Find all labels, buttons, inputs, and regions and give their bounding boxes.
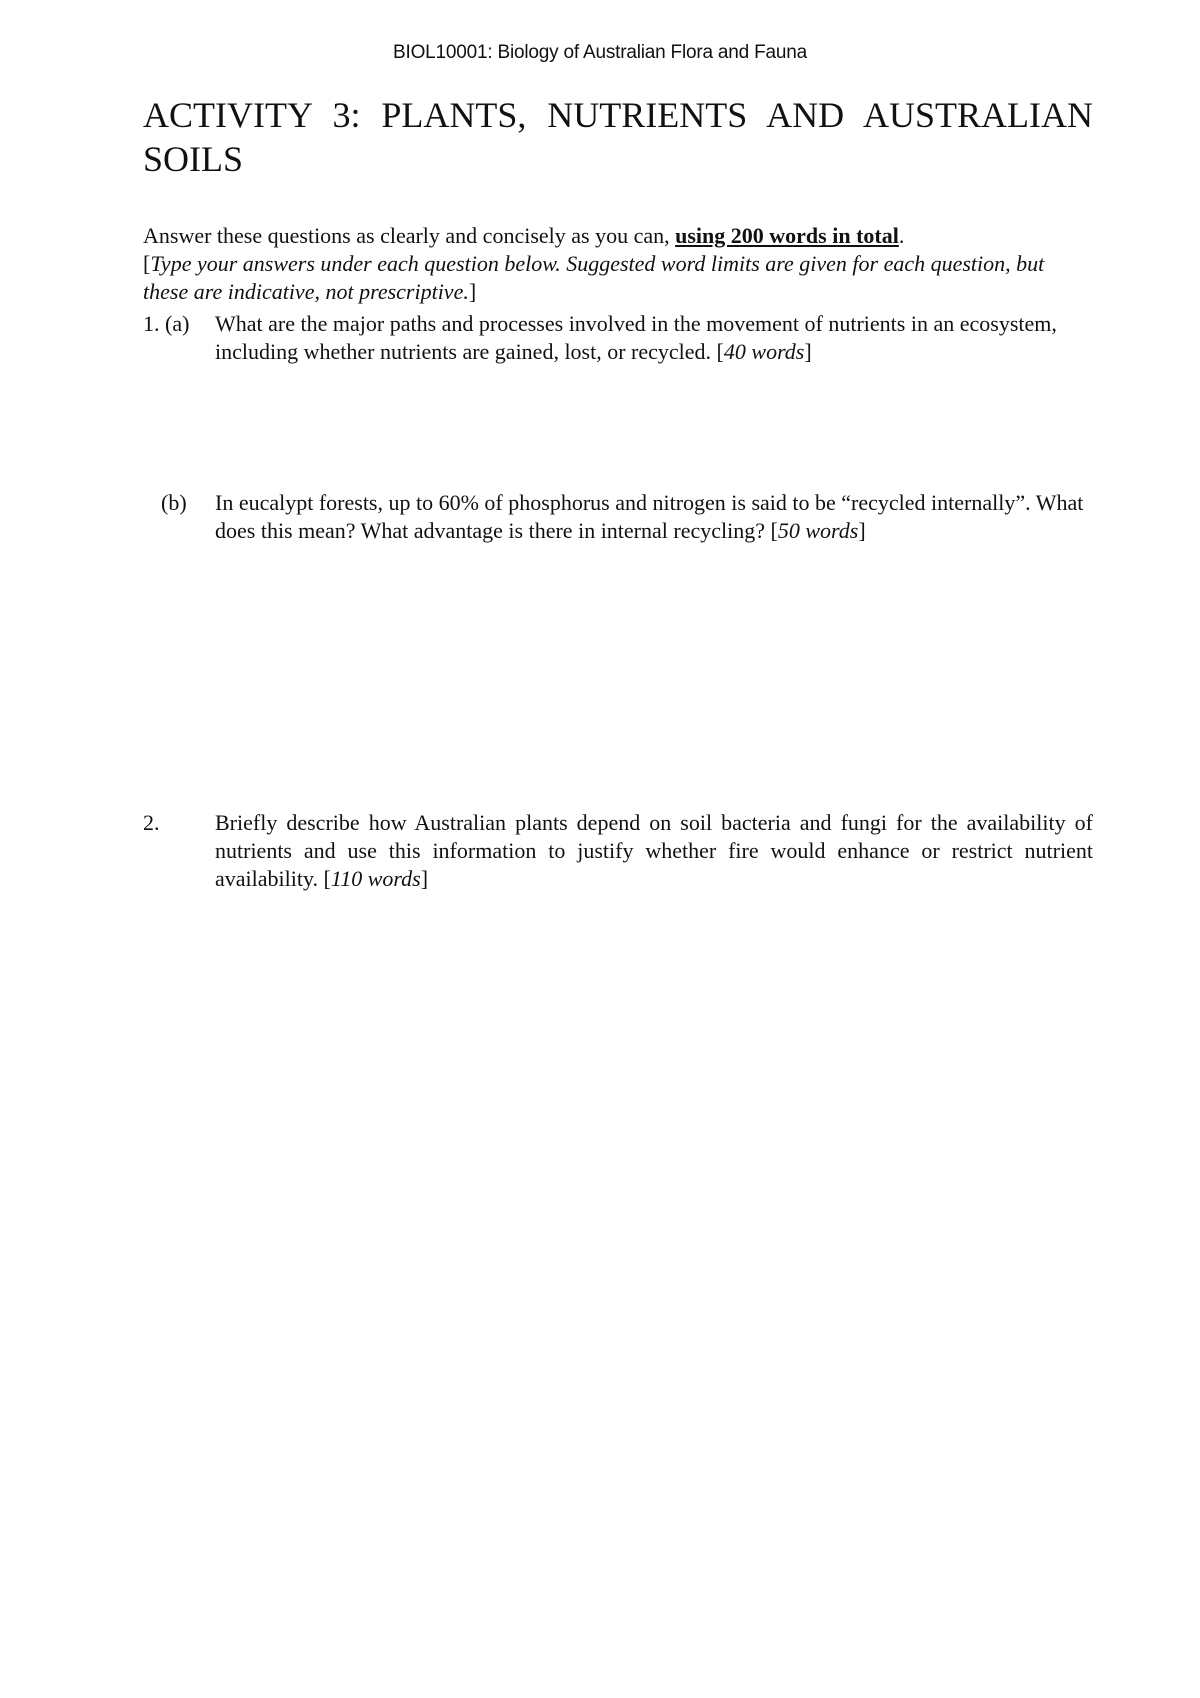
close-bracket: ] bbox=[858, 518, 866, 543]
question-number: 1. (a) bbox=[143, 311, 190, 336]
note-open-bracket: [ bbox=[143, 251, 151, 276]
note-close-bracket: ] bbox=[468, 279, 477, 304]
question-number: 2. bbox=[143, 810, 160, 835]
page-title-line-2: SOILS bbox=[143, 138, 244, 179]
word-total-emphasis: using 200 words in total bbox=[675, 223, 899, 248]
question-body: What are the major paths and processes involved in the movement of nutrients in an ecosystem, including whether nutrients are gained, lost, or recycled. [ bbox=[215, 311, 1057, 364]
page-title bbox=[143, 94, 1093, 182]
question-body: Briefly describe how Australian plants depend on soil bacteria and fungi for the availability of nutrients and use this information to justify whether fire would enhance or restrict nutrient availability. [ bbox=[215, 810, 1093, 891]
word-limit: 110 words bbox=[330, 866, 421, 891]
close-bracket: ] bbox=[804, 339, 812, 364]
instructions bbox=[143, 222, 1093, 306]
close-bracket: ] bbox=[420, 866, 429, 891]
note-text: Type your answers under each question below. Suggested word limits are given for each question, but these are indicative, not prescriptive. bbox=[143, 251, 1045, 304]
instructions-note bbox=[143, 250, 1093, 306]
instructions-lead: Answer these questions as clearly and concisely as you can, bbox=[143, 223, 676, 248]
question-text bbox=[215, 809, 1093, 893]
question-1b bbox=[143, 489, 1093, 545]
question-2 bbox=[143, 809, 1093, 893]
instructions-end: . bbox=[898, 223, 905, 248]
instructions-main bbox=[143, 222, 1093, 250]
question-body: In eucalypt forests, up to 60% of phosphorus and nitrogen is said to be “recycled internally”. What does this mean? What advantage is there in internal recycling? [ bbox=[215, 490, 1084, 543]
word-limit: 40 words bbox=[723, 339, 805, 364]
question-text bbox=[215, 310, 1093, 366]
page-title-line-1: ACTIVITY 3: PLANTS, NUTRIENTS AND AUSTRALIAN bbox=[143, 95, 1093, 135]
question-1a bbox=[143, 310, 1093, 366]
question-text bbox=[215, 489, 1093, 545]
word-limit: 50 words bbox=[777, 518, 859, 543]
question-number: (b) bbox=[161, 490, 187, 515]
page-header: BIOL10001: Biology of Australian Flora and Fauna bbox=[393, 42, 807, 63]
